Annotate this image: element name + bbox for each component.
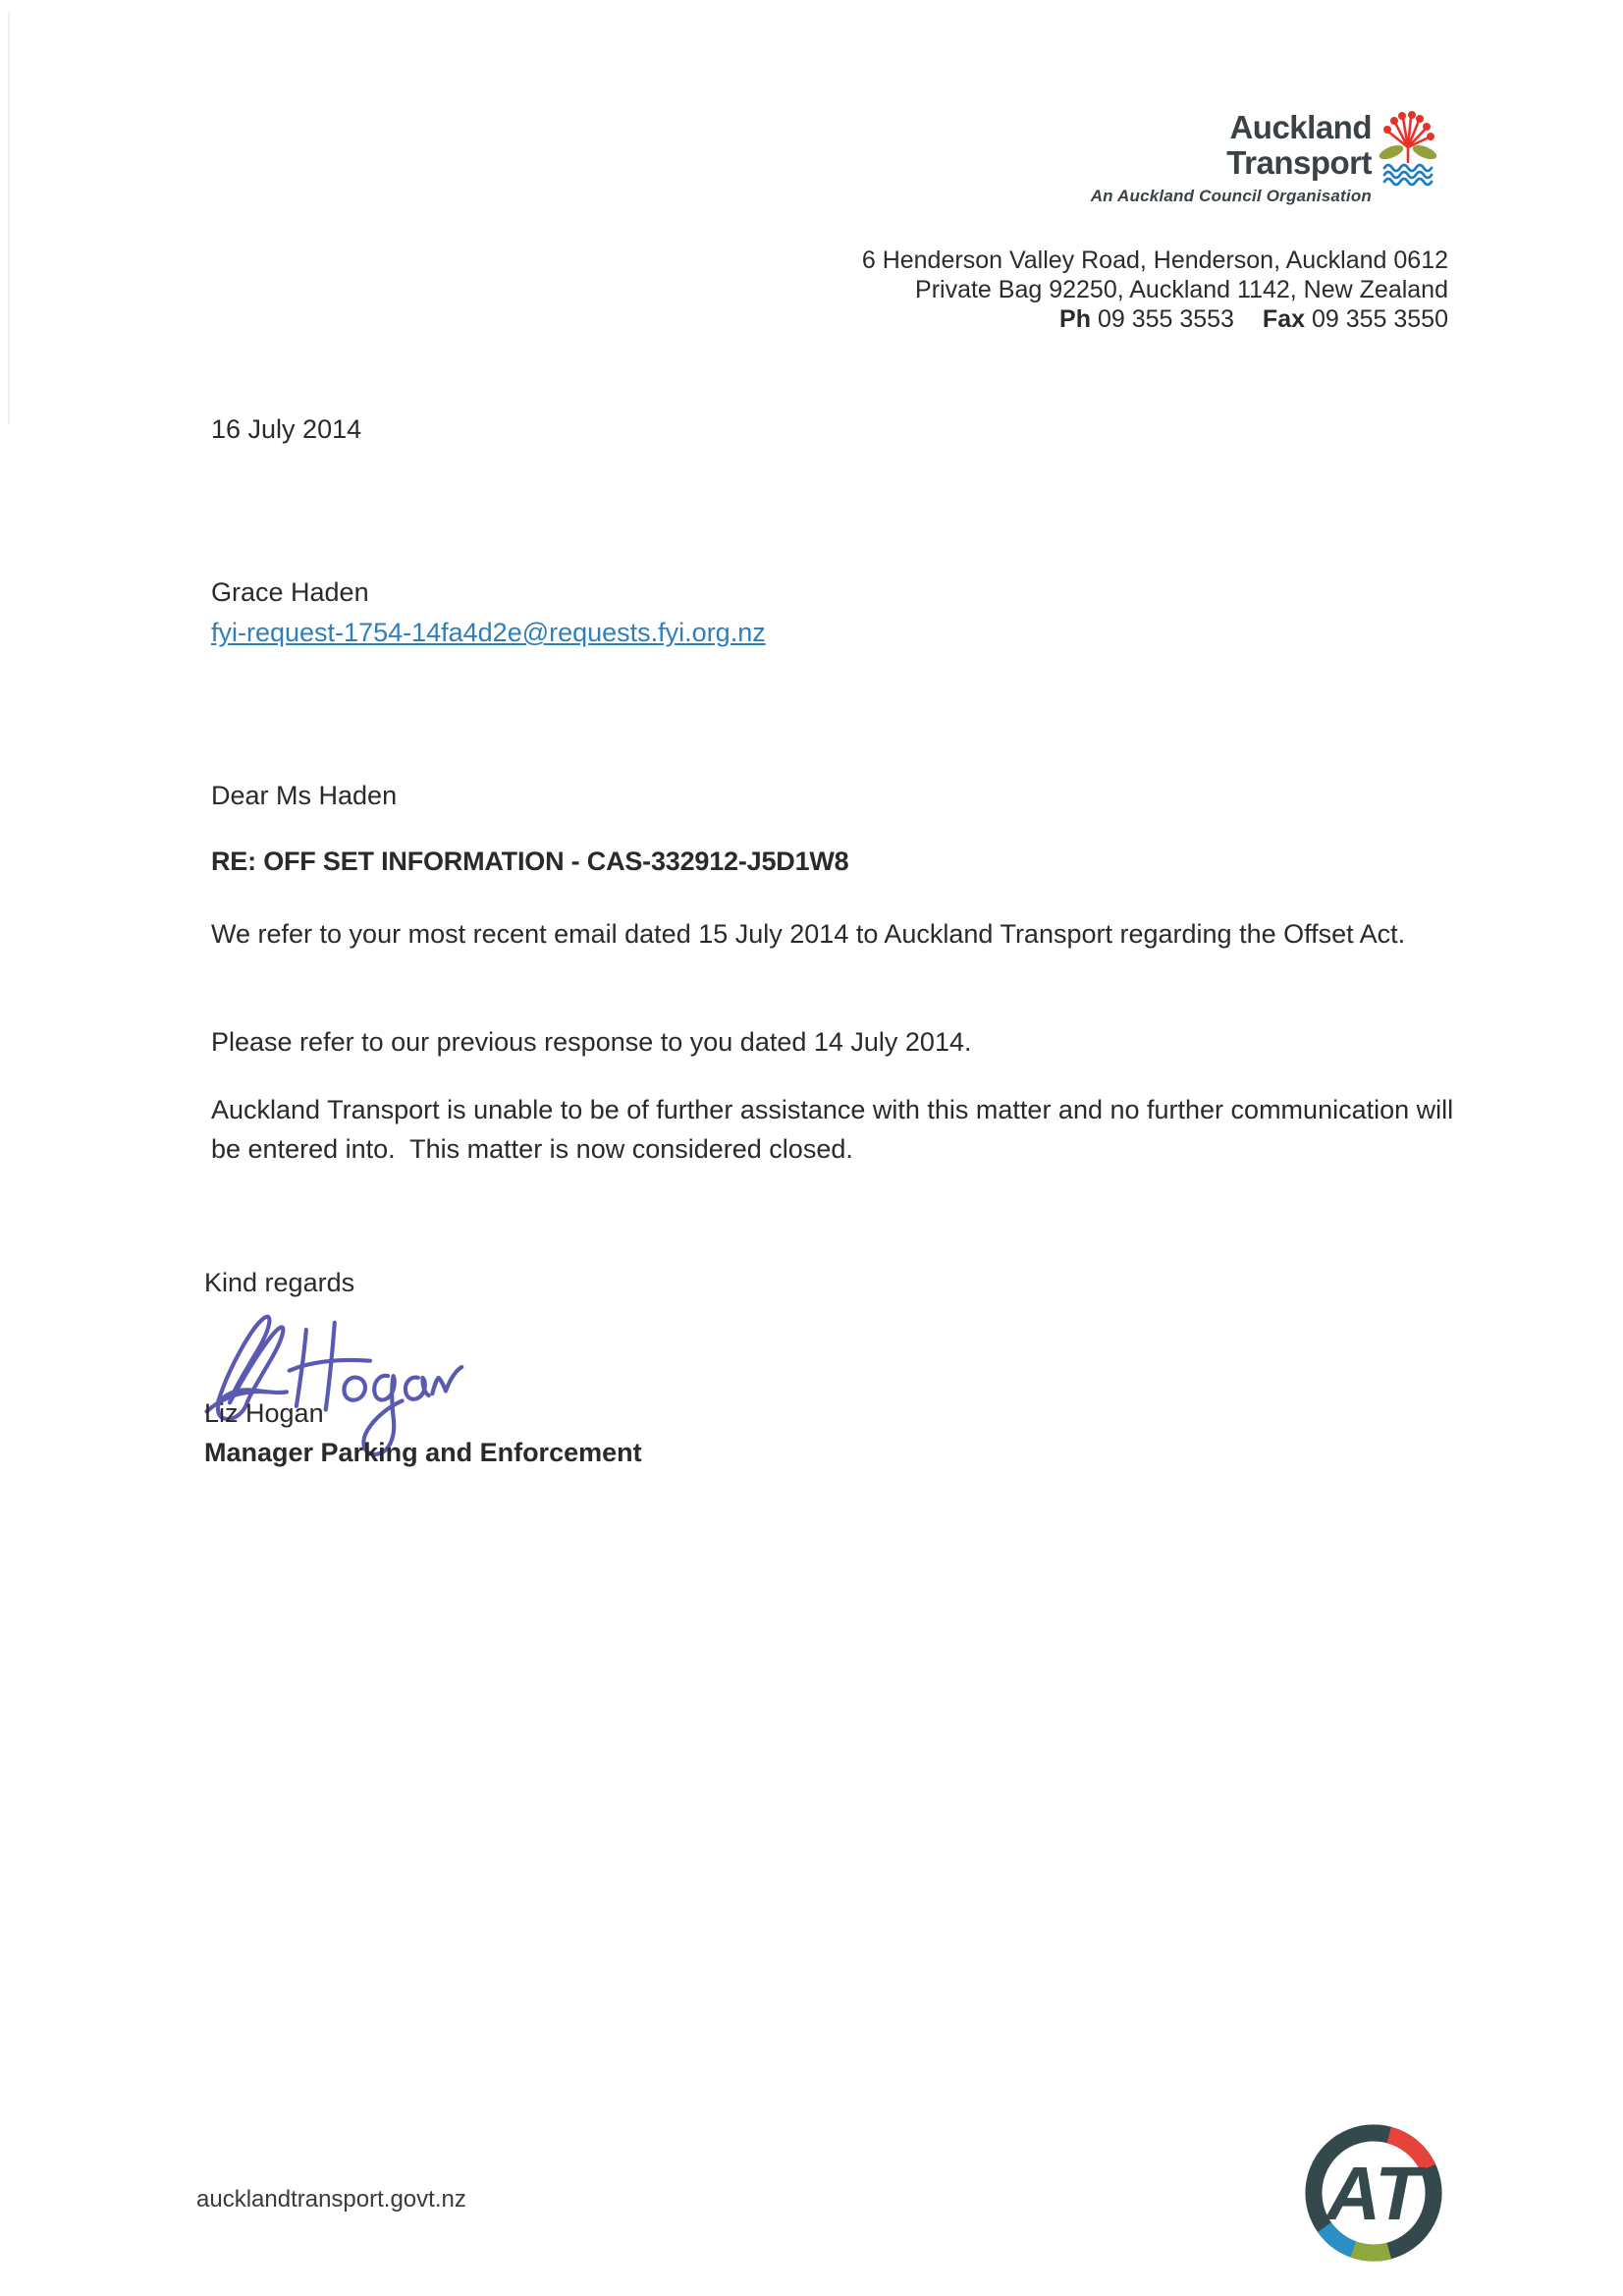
logo-text-line1: Auckland [1229,109,1372,145]
signer-name: Liz Hogan [204,1398,324,1428]
address-line-2: Private Bag 92250, Auckland 1142, New Zealand [915,276,1448,303]
handwritten-signature [199,1292,466,1461]
body-paragraph-1: We refer to your most recent email dated 15 July 2014 to Auckland Transport regarding the Offset Act. [211,919,1406,949]
footer-website: aucklandtransport.govt.nz [196,2186,466,2213]
recipient-email-link[interactable]: fyi-request-1754-14fa4d2e@requests.fyi.org.nz [211,618,766,647]
salutation: Dear Ms Haden [211,781,398,810]
auckland-transport-logo [1091,110,1372,206]
address-phone-fax-line [862,304,1448,334]
closing-phrase: Kind regards [204,1268,355,1297]
signer-title: Manager Parking and Enforcement [204,1438,642,1467]
fax-label: Fax [1262,305,1306,333]
phone-value: 09 355 3553 [1097,305,1234,333]
sender-address-block [862,246,1448,334]
logo-tagline: An Auckland Council Organisation [1090,187,1372,205]
address-line-1: 6 Henderson Valley Road, Henderson, Auckland 0612 [861,246,1448,274]
subject-line: RE: OFF SET INFORMATION - CAS-332912-J5D1W8 [211,847,849,876]
body-paragraph-2: Please refer to our previous response to you dated 14 July 2014. [211,1027,972,1057]
letter-date: 16 July 2014 [211,414,362,444]
phone-label: Ph [1059,305,1091,333]
logo-text-line2: Transport [1226,144,1372,181]
at-circle-logo-icon [1304,2123,1443,2263]
scan-artifact-line [8,12,10,424]
at-logo-letters: AT [1325,2152,1422,2236]
fax-value: 09 355 3550 [1311,305,1448,333]
recipient-name: Grace Haden [211,577,369,607]
pohutukawa-flower-icon [1378,110,1438,187]
body-paragraph-3: Auckland Transport is unable to be of further assistance with this matter and no further communication will be entered into. This matter is now considered closed. [211,1095,1461,1164]
